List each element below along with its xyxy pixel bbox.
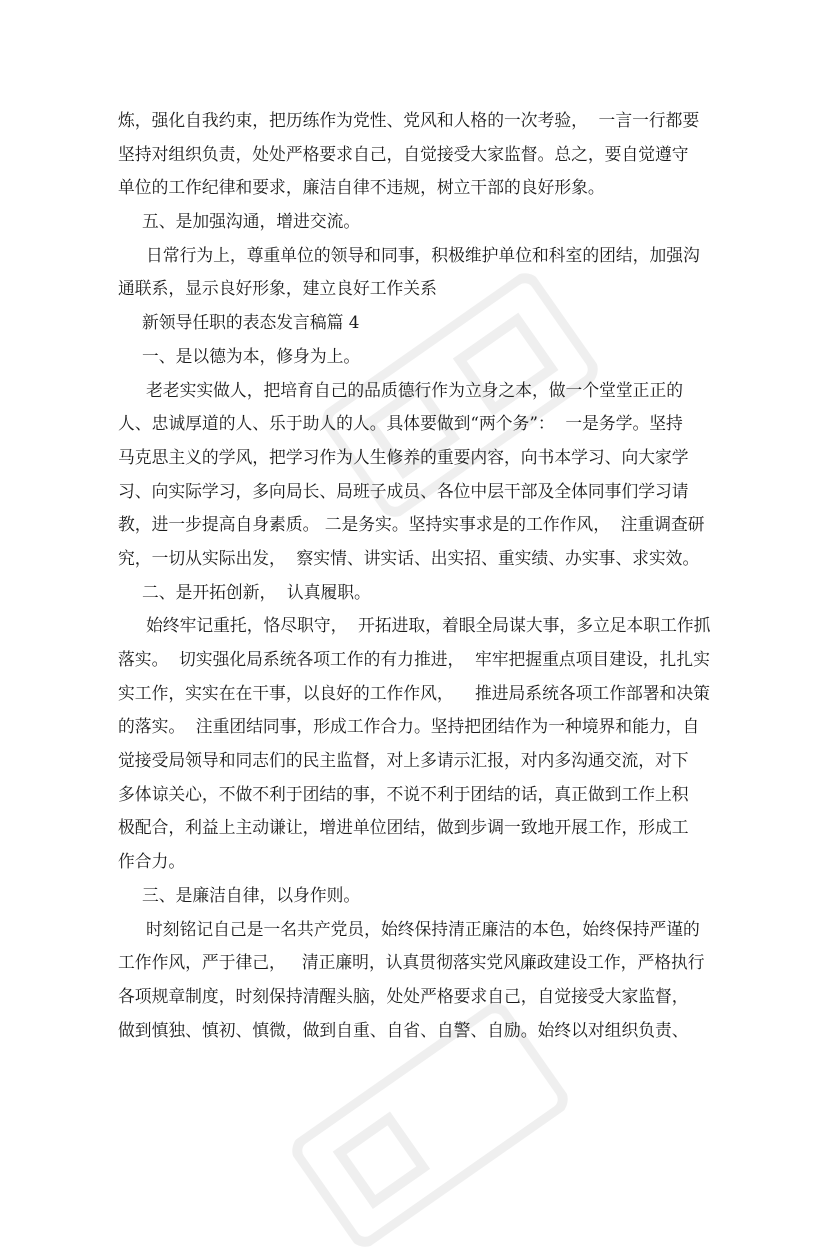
article-title: 新领导任职的表态发言稿篇 4 — [142, 312, 360, 333]
text-line: 人、忠诚厚道的人、乐于助人的人。具体要做到“两个务”： 一是务学。坚持 — [118, 413, 683, 434]
text-line: 做到慎独、慎初、慎微，做到自重、自省、自警、自励。始终以对组织负责、 — [118, 1019, 689, 1040]
text-line: 炼，强化自我约束，把历练作为党性、党风和人格的一次考验， 一言一行都要 — [118, 110, 700, 130]
text-line: 实工作，实实在在干事，以良好的工作作风， 推进局系统各项工作部署和决策 — [118, 682, 710, 703]
text-line: 日常行为上，尊重单位的领导和同事，积极维护单位和科室的团结，加强沟 — [146, 244, 700, 265]
text-line: 单位的工作纪律和要求，廉洁自律不违规，树立干部的良好形象。 — [118, 177, 605, 198]
text-line: 的落实。 注重团结同事，形成工作合力。坚持把团结作为一种境界和能力，自 — [118, 716, 700, 737]
text-line: 时刻铭记自己是一名共产党员，始终保持清正廉洁的本色，始终保持严谨的 — [146, 918, 700, 939]
text-line: 马克思主义的学风，把学习作为人生修养的重要内容，向书本学习、向大家学 — [118, 446, 689, 467]
text-line: 习、向实际学习，多向局长、局班子成员、各位中层干部及全体同事们学习请 — [118, 480, 689, 501]
text-line: 多体谅关心，不做不利于团结的事，不说不利于团结的话，真正做到工作上积 — [118, 783, 689, 804]
text-line: 老老实实做人，把培育自己的品质德行作为立身之本，做一个堂堂正正的 — [146, 379, 684, 400]
section-heading: 五、是加强沟通，增进交流。 — [142, 211, 361, 232]
text-line: 究，一切从实际出发， 察实情、讲实话、出实招、重实绩、办实事、求实效。 — [118, 547, 700, 568]
text-line: 始终牢记重托，恪尽职守， 开拓进取，着眼全局谋大事，多立足本职工作抓 — [146, 615, 711, 636]
text-line: 教，进一步提高自身素质。 二是务实。坚持实事求是的工作作风， 注重调查研 — [118, 514, 705, 535]
section-heading: 二、是开拓创新， 认真履职。 — [142, 581, 371, 602]
text-line: 落实。 切实强化局系统各项工作的有力推进， 牢牢把握重点项目建设，扎扎实 — [118, 649, 710, 669]
text-line: 觉接受局领导和同志们的民主监督，对上多请示汇报，对内多沟通交流，对下 — [118, 750, 689, 771]
text-line: 各项规章制度，时刻保持清醒头脑，处处严格要求自己，自觉接受大家监督， — [118, 985, 689, 1006]
text-line: 坚持对组织负责，处处严格要求自己，自觉接受大家监督。总之，要自觉遵守 — [118, 143, 689, 164]
section-heading: 一、是以德为本，修身为上。 — [142, 345, 361, 366]
section-heading: 三、是廉洁自律，以身作则。 — [142, 884, 361, 905]
text-line: 工作作风，严于律己， 清正廉明，认真贯彻落实党风廉政建设工作，严格执行 — [118, 952, 705, 973]
document-body — [118, 104, 712, 1047]
text-line: 作合力。 — [118, 851, 186, 872]
text-line: 极配合，利益上主动谦让，增进单位团结，做到步调一致地开展工作，形成工 — [118, 817, 689, 838]
text-line: 通联系，显示良好形象，建立良好工作关系 — [118, 278, 437, 299]
